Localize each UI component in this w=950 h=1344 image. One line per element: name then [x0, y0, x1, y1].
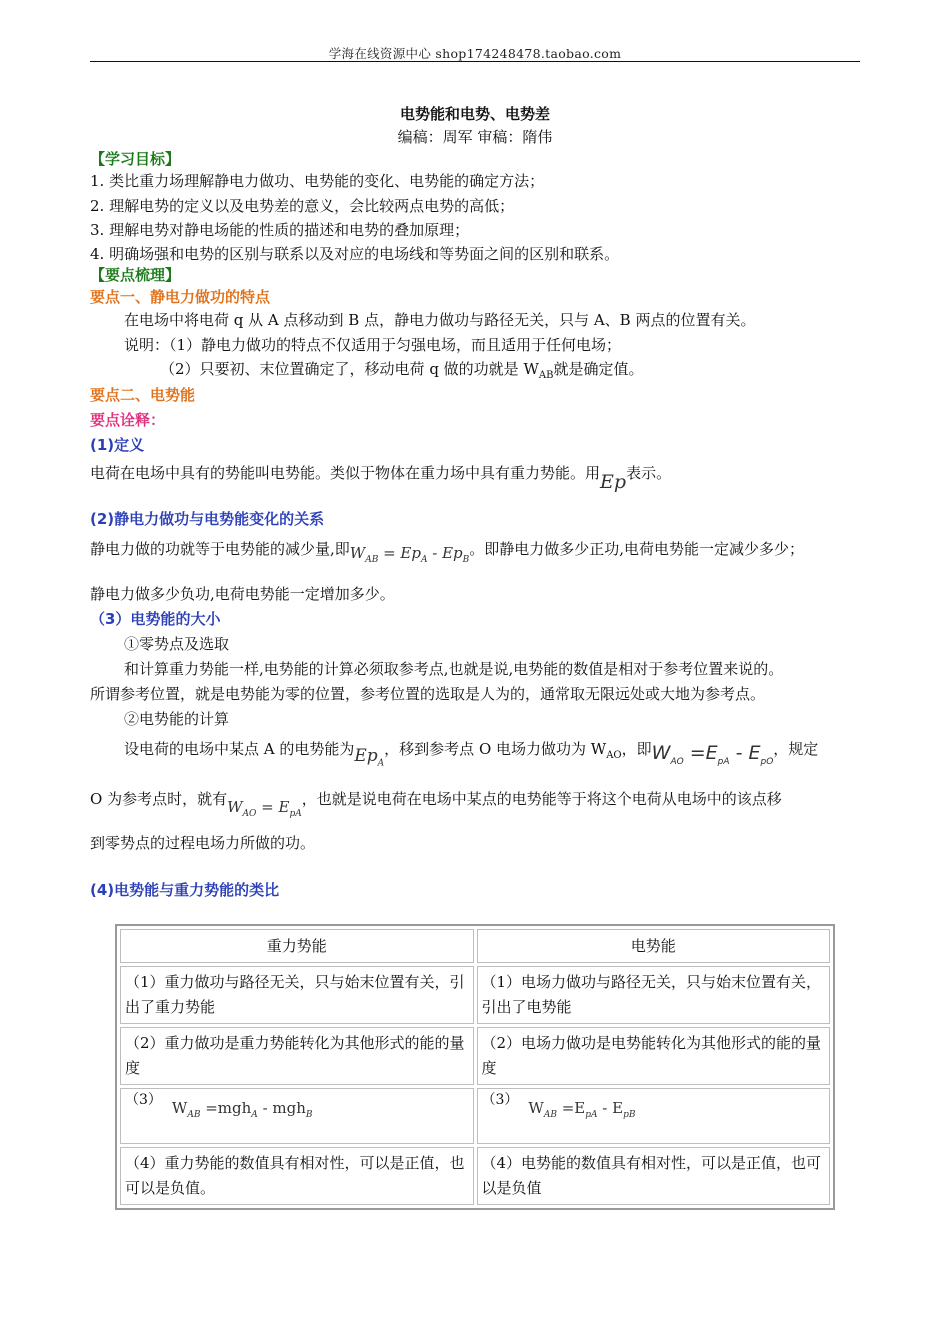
table-cell: （1）重力做功与路径无关，只与始末位置有关，引出了重力势能	[120, 966, 474, 1024]
explain-heading: 要点诠释：	[90, 411, 166, 429]
definition-heading: (1)定义	[90, 436, 145, 454]
relation-heading: (2)静电力做功与电势能变化的关系	[90, 510, 325, 528]
page-header: 学海在线资源中心 shop174248478.taobao.com	[328, 46, 622, 61]
calculation-text-line3: 到零势点的过程电场力所做的功。	[90, 834, 316, 852]
table-row	[120, 1147, 830, 1205]
analogy-heading: (4)电势能与重力势能的类比	[90, 881, 280, 899]
objective-item: 4. 明确场强和电势的区别与联系以及对应的电场线和等势面之间的区别和联系。	[90, 245, 620, 263]
table-row	[120, 1088, 830, 1144]
table-cell: （2）电场力做功是电势能转化为其他形式的能的量度	[477, 1027, 831, 1085]
relation-text: 静电力做的功就等于电势能的减少量,即$W_{AB} = Ep_A - Ep_B$。即静电力做多少正功,电荷电势能一定减少多少；	[90, 540, 805, 565]
table-cell: （2）重力做功是重力势能转化为其他形式的能的量度	[120, 1027, 474, 1085]
objective-item: 1. 类比重力场理解静电力做功、电势能的变化、电势能的确定方法；	[90, 172, 545, 190]
table-cell: （4）电势能的数值具有相对性，可以是正值，也可以是负值	[477, 1147, 831, 1205]
document-authors: 编稿：周军 审稿：隋伟	[397, 128, 553, 146]
zero-point-para2: 所谓参考位置，就是电势能为零的位置，参考位置的选取是人为的，通常取无限远处或大地为参考点。	[90, 685, 766, 703]
table-cell: （3） $W_{AB} =mgh_A - mgh_B$	[120, 1088, 474, 1144]
table-header-cell: 重力势能	[120, 929, 474, 963]
definition-text: 电荷在电场中具有的势能叫电势能。类似于物体在重力场中具有重力势能。用Ep表示。	[90, 464, 672, 493]
point1-note1: 说明：（1）静电力做功的特点不仅适用于匀强电场，而且适用于任何电场；	[124, 336, 622, 354]
table-header-row	[120, 929, 830, 963]
point1-heading: 要点一、静电力做功的特点	[90, 288, 271, 306]
points-heading: 【要点梳理】	[90, 266, 181, 284]
document-title: 电势能和电势、电势差	[399, 105, 550, 123]
calculation-text: 设电荷的电场中某点 A 的电势能为$Ep_A$，移到参考点 O 电场力做功为 $W_{AO}$，即$W_{AO} =E_{pA} - E_{pO}$，规定	[124, 740, 819, 769]
table-row	[120, 966, 830, 1024]
ep-symbol: Ep	[600, 471, 627, 493]
table-header-cell: 电势能	[477, 929, 831, 963]
table-cell: （1）电场力做功与路径无关，只与始末位置有关，引出了电势能	[477, 966, 831, 1024]
table-cell: （3） $W_{AB} =E_{pA} - E_{pB}$	[477, 1088, 831, 1144]
calculation-heading: ②电势能的计算	[124, 710, 230, 728]
zero-point-heading: ①零势点及选取	[124, 635, 230, 653]
objective-item: 2. 理解电势的定义以及电势差的意义，会比较两点电势的高低；	[90, 197, 515, 215]
calculation-text-line2: O 为参考点时，就有$W_{AO} = E_{pA}$，也就是说电荷在电场中某点的电势能等于将这个电荷从电场中的该点移	[90, 790, 782, 819]
objectives-heading: 【学习目标】	[90, 150, 181, 168]
work-energy-formula: $W_{AB} = Ep_A - Ep_B$	[349, 544, 470, 565]
table-row	[120, 1027, 830, 1085]
relation-text-line2: 静电力做多少负功,电荷电势能一定增加多少。	[90, 585, 395, 603]
point1-paragraph: 在电场中将电荷 q 从 A 点移动到 B 点，静电力做功与路径无关，只与 A、B 两点的位置有关。	[124, 311, 756, 329]
header-rule	[90, 61, 860, 62]
point1-note2: （2）只要初、末位置确定了，移动电荷 q 做的功就是 $W_{AB}$就是确定值。	[160, 360, 644, 381]
table-cell: （4）重力势能的数值具有相对性，可以是正值，也可以是负值。	[120, 1147, 474, 1205]
energy-size-heading: （3）电势能的大小	[90, 610, 221, 628]
zero-point-para1: 和计算重力势能一样,电势能的计算必须取参考点,也就是说,电势能的数值是相对于参考位置来说的。	[124, 660, 784, 678]
analogy-table	[115, 924, 835, 1210]
objective-item: 3. 理解电势对静电场能的性质的描述和电势的叠加原理；	[90, 221, 470, 239]
point2-heading: 要点二、电势能	[90, 386, 196, 404]
